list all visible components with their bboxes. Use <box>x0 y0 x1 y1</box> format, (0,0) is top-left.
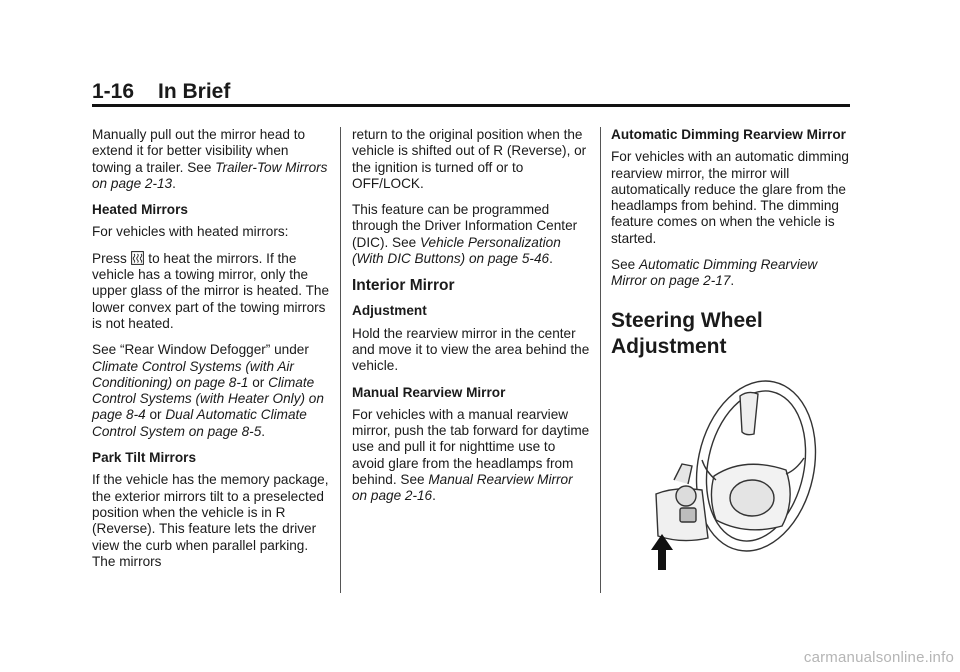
climate-ac-link[interactable]: Climate Control Systems (with Air Conditioning) on page 8-1 <box>92 358 294 390</box>
return-paragraph: return to the original position when the vehicle is shifted out of R (Reverse), or the ignition is turned off or to OFF/LOCK. <box>352 127 587 191</box>
auto-dimming-heading: Automatic Dimming Rearview Mirror <box>611 127 846 142</box>
page-header <box>92 80 850 108</box>
towing-paragraph: Manually pull out the mirror head to extend it for better visibility when towing a trailer. See Trailer-Tow Mirrors on page 2-13. <box>92 127 328 191</box>
dic-paragraph: This feature can be programmed through the Driver Information Center (DIC). See Vehicle Personalization (With DIC Buttons) on page 5-46. <box>352 202 578 267</box>
see-auto-dimming: See Automatic Dimming Rearview Mirror on page 2-17. <box>611 257 818 289</box>
rear-window-defogger-icon <box>131 251 144 265</box>
column-3 <box>611 127 851 360</box>
manual-mirror-heading: Manual Rearview Mirror <box>352 384 506 400</box>
column-2 <box>352 127 590 515</box>
page-number: 1-16 <box>92 80 135 103</box>
steering-wheel-heading: Steering Wheel Adjustment <box>611 308 763 358</box>
adjustment-heading: Adjustment <box>352 303 427 319</box>
heated-mirrors-heading: Heated Mirrors <box>92 202 188 218</box>
header-rule <box>92 104 850 107</box>
manual-mirror-paragraph: For vehicles with a manual rearview mirror, push the tab forward for daytime use and pull it for nighttime use to avoid glare from the headlamps from behind. See Manual Rearview Mirror on page 2-16. <box>352 406 590 504</box>
vehicle-personalization-link[interactable]: Vehicle Personalization (With DIC Buttons) on page 5-46 <box>352 234 561 267</box>
section-title: In Brief <box>158 80 231 103</box>
park-tilt-heading: Park Tilt Mirrors <box>92 450 197 466</box>
watermark: carmanualsonline.info <box>803 649 954 666</box>
park-tilt-paragraph: If the vehicle has the memory package, the exterior mirrors tilt to a preselected position when the vehicle is in R (Reverse). This feature lets the driver view the curb when parallel parking. The mirrors <box>92 472 329 569</box>
interior-mirror-heading: Interior Mirror <box>352 277 455 295</box>
auto-dimming-link[interactable]: Automatic Dimming Rearview Mirror on page 2-17 <box>611 257 818 289</box>
heated-paragraph: Press to heat the mirrors. If the vehicle has a towing mirror, only the upper glass of the mirror is heated. The lower convex part of the towing mirrors is not heated. <box>92 250 330 331</box>
adjustment-paragraph: Hold the rearview mirror in the center and move it to view the area behind the vehicle. <box>352 325 590 374</box>
heated-intro: For vehicles with heated mirrors: <box>92 224 289 240</box>
trailer-tow-link[interactable]: Trailer-Tow Mirrors on page 2-13 <box>92 159 328 191</box>
auto-dimming-paragraph: For vehicles with an automatic dimming rearview mirror, the mirror will automatically reduce the glare from the headlamps from behind. The dimming feature comes on when the vehicle is started. <box>611 149 849 246</box>
steering-wheel-illustration <box>644 376 819 571</box>
see-climate-paragraph: See “Rear Window Defogger” under Climate Control Systems (with Air Conditioning) on page 8-1 or Climate Control Systems (with Heater Only) on page 8-4 or Dual Automatic Climate Control System on page 8-5. <box>92 342 324 439</box>
column-divider-2 <box>600 127 601 593</box>
column-1 <box>92 127 330 580</box>
manual-mirror-link[interactable]: Manual Rearview Mirror on page 2-16 <box>352 472 573 504</box>
column-divider-1 <box>340 127 341 593</box>
dual-climate-link[interactable]: Dual Automatic Climate Control System on page 8-5 <box>92 407 307 439</box>
climate-heater-link[interactable]: Climate Control Systems (with Heater Only) on page 8-4 <box>92 374 324 423</box>
